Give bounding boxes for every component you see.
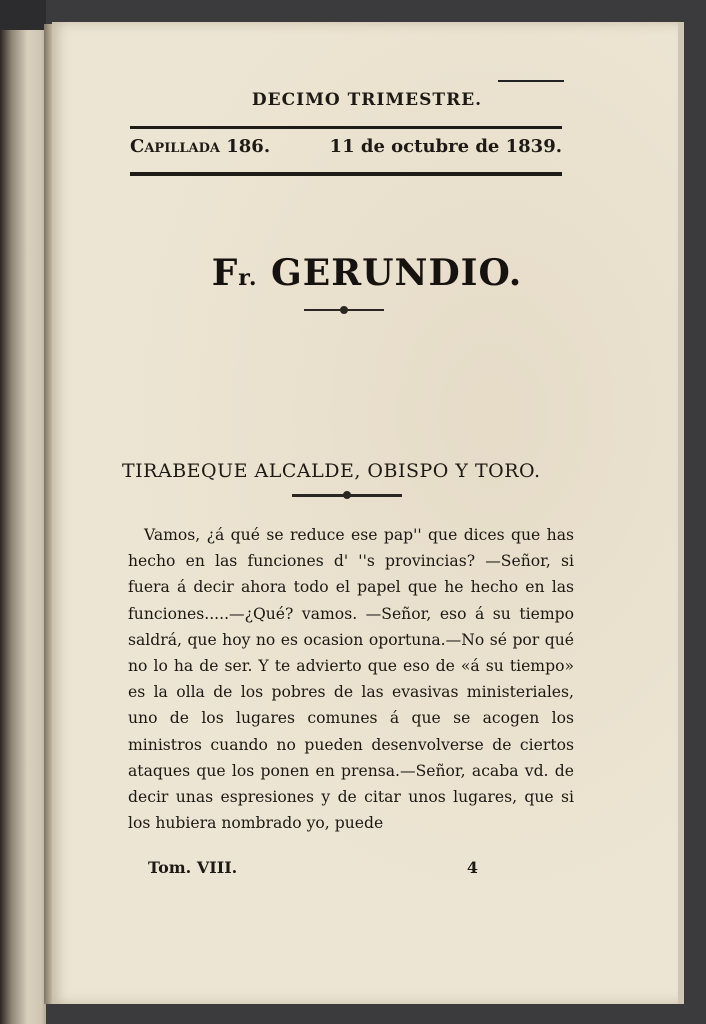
issue-date: 11 de octubre de 1839. (329, 136, 562, 157)
book-page (52, 22, 682, 1004)
volume-label: Tom. VIII. (148, 858, 238, 877)
article-paragraph: Vamos, ¿á qué se reduce ese pap'' que dices que has hecho en las funciones d' ''s provincias? —Señor, si fuera á decir ahora todo el papel que he hecho en las funciones.....—¿Qué? vamos. —Señor, eso á su tiempo saldrá, que hoy no es ocasion oportuna.—No sé por qué no lo ha de ser. Y te advierto que eso de «á su tiempo» es la olla de los pobres de las evasivas ministeriales, uno de los lugares comunes á que se acogen los ministros cuando no pueden desenvolverse de ciertos ataques que los ponen en prensa.—Señor, acaba vd. de decir unas espresiones y de citar unos lugares, que si los hubiera nombrado yo, puede (128, 526, 574, 833)
running-title: DECIMO TRIMESTRE. (251, 90, 483, 110)
page-footer (148, 858, 478, 877)
signature-mark: 4 (466, 858, 478, 877)
ornament-divider-icon (292, 494, 402, 497)
masthead-prefix-suffix: r. (238, 265, 258, 291)
article-body (128, 522, 574, 836)
issue-line (130, 136, 562, 157)
header-rule-top (130, 126, 562, 129)
masthead-title (52, 252, 682, 294)
page-edge (678, 22, 684, 1004)
header-short-rule (498, 80, 564, 82)
issue-label: Capillada 186. (130, 136, 271, 157)
ornament-divider-icon (304, 309, 384, 311)
header-rule-bottom (130, 172, 562, 176)
masthead-prefix: F (211, 252, 239, 294)
article-title: TIRABEQUE ALCALDE, OBISPO Y TORO. (122, 460, 541, 482)
masthead-main: GERUNDIO. (271, 252, 523, 294)
facing-page-edge (0, 0, 46, 1024)
